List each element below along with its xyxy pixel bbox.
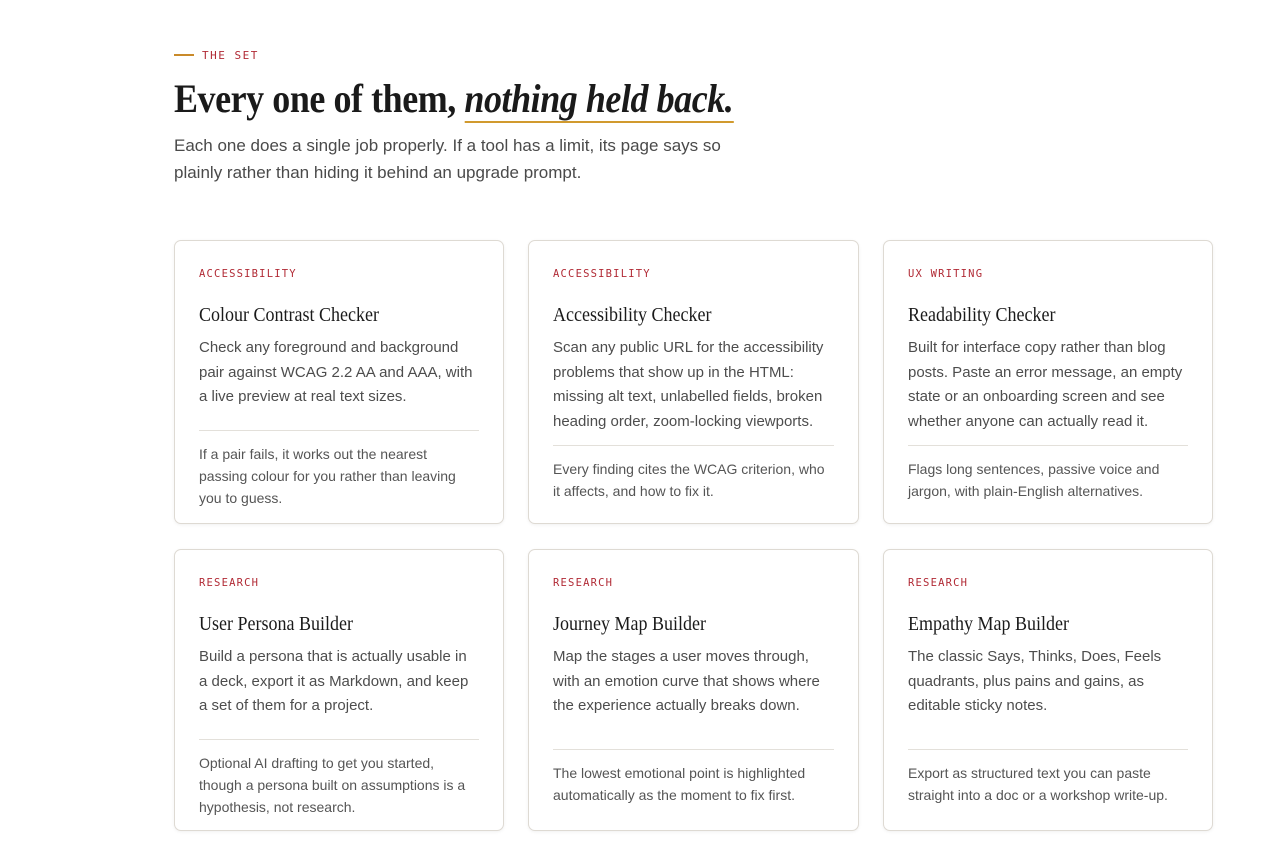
tool-description: Check any foreground and background pair against WCAG 2.2 AA and AAA, with a live preview at real text sizes. xyxy=(199,336,479,431)
tool-category: ACCESSIBILITY xyxy=(199,268,297,280)
tool-card-journey-map-builder[interactable] xyxy=(528,549,859,831)
tool-note: Flags long sentences, passive voice and jargon, with plain-English alternatives. xyxy=(908,461,1160,499)
section-headline xyxy=(174,76,1110,122)
tool-title[interactable]: Colour Contrast Checker xyxy=(199,304,379,326)
tool-title[interactable]: Journey Map Builder xyxy=(553,613,706,635)
tool-description: Scan any public URL for the accessibility problems that show up in the HTML: missing alt text, unlabelled fields, broken heading order, zoom-locking viewports. xyxy=(553,336,834,446)
tool-card-empathy-map-builder[interactable] xyxy=(883,549,1213,831)
tool-category: RESEARCH xyxy=(908,577,969,589)
tool-card-grid xyxy=(174,240,1213,831)
eyebrow-rule xyxy=(174,54,194,56)
tool-note: Optional AI drafting to get you started, though a persona built on assumptions is a hypothesis, not research. xyxy=(199,755,466,815)
tool-category: RESEARCH xyxy=(199,577,260,589)
section-eyebrow xyxy=(174,46,1214,64)
tool-note: If a pair fails, it works out the nearest passing colour for you rather than leaving you to guess. xyxy=(199,446,456,506)
tools-section-header xyxy=(174,46,1214,186)
section-lede: Each one does a single job properly. If a tool has a limit, its page says so plainly rather than hiding it behind an upgrade prompt. xyxy=(174,136,721,182)
tool-card-readability-checker[interactable] xyxy=(883,240,1213,524)
tool-card-accessibility-checker[interactable] xyxy=(528,240,859,524)
tool-title[interactable]: Accessibility Checker xyxy=(553,304,712,326)
tool-title[interactable]: Readability Checker xyxy=(908,304,1056,326)
tool-title[interactable]: User Persona Builder xyxy=(199,613,353,635)
tool-category: ACCESSIBILITY xyxy=(553,268,651,280)
headline-lead: Every one of them, xyxy=(174,76,465,121)
tool-card-user-persona-builder[interactable] xyxy=(174,549,504,831)
tool-category: UX WRITING xyxy=(908,268,984,280)
tool-note: Every finding cites the WCAG criterion, who it affects, and how to fix it. xyxy=(553,461,825,499)
tool-card-colour-contrast-checker[interactable] xyxy=(174,240,504,524)
headline-emphasis: nothing held back. xyxy=(464,76,734,121)
tool-title[interactable]: Empathy Map Builder xyxy=(908,613,1069,635)
tool-note: Export as structured text you can paste straight into a doc or a workshop write-up. xyxy=(908,765,1168,803)
tool-note: The lowest emotional point is highlighted automatically as the moment to fix first. xyxy=(553,765,806,803)
eyebrow-label: THE SET xyxy=(202,48,259,62)
tool-description: The classic Says, Thinks, Does, Feels quadrants, plus pains and gains, as editable sticky notes. xyxy=(908,645,1188,750)
tool-description: Map the stages a user moves through, with an emotion curve that shows where the experience actually breaks down. xyxy=(553,645,834,750)
tool-description: Built for interface copy rather than blog posts. Paste an error message, an empty state or an onboarding screen and see whether anyone can actually read it. xyxy=(908,336,1188,446)
tool-category: RESEARCH xyxy=(553,577,614,589)
tool-description: Build a persona that is actually usable in a deck, export it as Markdown, and keep a set of them for a project. xyxy=(199,645,479,740)
